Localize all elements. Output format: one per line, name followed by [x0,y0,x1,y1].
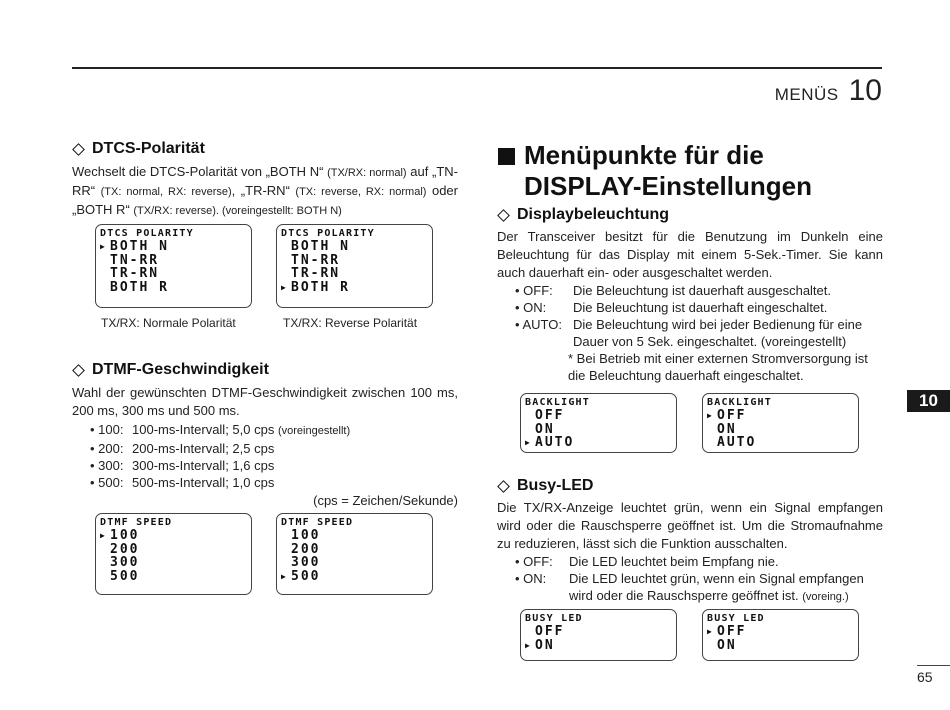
lcd-option-text: OFF [535,408,565,423]
lcd-dtmf-speed-500 [276,513,433,595]
lcd-option-text: TN-RR [291,252,341,268]
diamond-bullet-icon [72,143,85,156]
bullet-text [132,457,274,474]
backlight-note-text: * Bei Betrieb mit einer externen Stromversorgung ist die Beleuchtung dauerhaft eingeschaltet. [568,351,868,383]
diamond-bullet-icon [72,364,85,377]
lcd-option-row [100,529,251,543]
bullet-text [573,299,827,316]
header-rule [72,67,882,69]
lcd-option-text: ON [717,637,737,653]
bullet-text [573,316,883,350]
running-header [775,74,882,108]
dtmf-option-list [72,421,458,491]
header-section-label: MENÜS [774,85,839,104]
bullet-key: • ON: [515,300,547,315]
lcd-dtcs-polarity-reverse [276,224,433,308]
lcd-busy-led-on [520,609,677,661]
bullet-text [573,282,831,299]
bullet-key: • OFF: [515,283,553,298]
display-section-heading [497,140,883,202]
bullet-text [132,474,274,491]
lcd-option-row [281,543,432,557]
lcd-option-text: BOTH R [291,279,350,295]
lcd-option-text: BOTH N [291,239,350,254]
left-column [72,140,458,220]
busy-led-title: Busy-LED [517,477,594,494]
bullet-main-text: 100-ms-Intervall; 5,0 cps [132,422,275,437]
dtcs-text-part: auf „TN-RR“ [72,164,458,198]
bullet-note: (voreingestellt) [277,425,351,437]
lcd-option-row [707,409,858,423]
diamond-bullet-icon [497,480,510,493]
lcd-option-row [707,423,858,437]
lcd-option-text: BOTH N [110,239,169,254]
lcd-option-row [100,570,251,584]
lcd-option-row [100,556,251,570]
lcd-option-row [707,625,858,639]
bullet-key: • 500: [90,475,124,490]
dtcs-heading [72,140,458,158]
chapter-thumb-tab: 10 [907,390,950,412]
backlight-title: Displaybeleuchtung [517,206,670,223]
dtmf-footnote: (cps = Zeichen/Sekunde) [313,493,458,508]
bullet-key: • OFF: [515,554,553,569]
bullet-text [569,570,883,606]
bullet-text [132,440,274,457]
lcd-dtmf-speed-100 [95,513,252,595]
dtmf-section [72,361,458,509]
backlight-description: Der Transceiver besitzt für die Benutzung im Dunkeln eine Beleuchtung für das Display mit einem 5-Sek.-Timer. Sie kann auch dauerhaft ein- oder ausgeschaltet werden. [497,229,883,280]
lcd-option-row [281,556,432,570]
lcd-option-row [100,240,251,254]
lcd-option-text: AUTO [717,435,757,450]
dtcs-text-part: , „TR-RN“ [231,183,296,198]
lcd-option-text: 100 [291,528,321,543]
print-registration-mark [0,14,60,22]
selection-cursor-icon: ▶ [707,627,712,637]
lcd-option-text: ON [717,421,737,437]
right-column [497,140,883,384]
diamond-bullet-icon [497,209,510,222]
bullet-key: • ON: [515,571,547,586]
backlight-note [497,350,883,384]
lcd-option-text: OFF [717,408,747,423]
bullet-key: • 300: [90,458,124,473]
lcd-option-text: AUTO [535,435,575,450]
bullet-item [515,299,883,316]
lcd-option-row [100,281,251,295]
bullet-item [90,457,458,474]
lcd-option-text: TR-RN [110,266,160,281]
lcd-option-text: 500 [291,568,321,584]
lcd-option-row [281,254,432,268]
dtcs-text-part: (TX/RX: reverse). (voreingestellt: BOTH N) [133,205,342,217]
bullet-note: (voreing.) [802,591,849,603]
bullet-item [90,440,458,457]
lcd-title: DTMF SPEED [281,517,354,528]
bullet-text [132,421,350,440]
dtcs-text-part: oder „BOTH R“ [72,183,458,217]
lcd-option-row [281,267,432,281]
lcd-option-text: OFF [535,624,565,639]
dtmf-title: DTMF-Geschwindigkeit [92,361,269,378]
display-heading-line1: Menüpunkte für die [524,140,764,170]
bullet-text [569,553,779,570]
lcd-title: BACKLIGHT [525,397,590,408]
lcd-option-row [525,423,676,437]
lcd-title: BACKLIGHT [707,397,772,408]
bullet-main-text: 200-ms-Intervall; 2,5 cps [132,441,275,456]
lcd-option-row [281,281,432,295]
lcd-option-row [525,639,676,653]
lcd-option-row [281,240,432,254]
lcd-option-text: 300 [291,555,321,570]
dtmf-description: Wahl der gewünschten DTMF-Geschwindigkeit zwischen 100 ms, 200 ms, 300 ms und 500 ms. [72,385,458,418]
bullet-item [515,282,883,299]
bullet-item [90,421,458,440]
square-bullet-icon [498,148,515,165]
busy-led-heading [497,477,883,495]
busy-led-description: Die TX/RX-Anzeige leuchtet grün, wenn ein Signal empfangen wird oder die Rauschsperre geöffnet ist. Um die Stromaufnahme zu reduzieren, lässt sich die Funktion ausschalten. [497,500,883,551]
lcd-title: DTCS POLARITY [281,228,375,239]
lcd-title: DTMF SPEED [100,517,173,528]
dtcs-text-part: (TX: reverse, RX: normal) [295,186,427,198]
lcd-busy-led-off [702,609,859,661]
dtcs-text-part: (TX/RX: normal) [327,167,407,179]
lcd-dtcs-polarity-normal [95,224,252,308]
lcd-backlight-auto [520,393,677,453]
lcd-option-row [100,267,251,281]
page-number: 65 [917,669,933,685]
dtcs-title: DTCS-Polarität [92,140,205,157]
selection-cursor-icon: ▶ [707,411,712,421]
lcd-option-row [525,436,676,450]
dtmf-heading [72,361,458,379]
bullet-key: • AUTO: [515,317,562,332]
lcd-option-text: TN-RR [110,252,160,268]
caption-reverse-polarity: TX/RX: Reverse Polarität [283,316,418,330]
busy-led-option-list [497,553,883,606]
bullet-main-text: Die LED leuchtet grün, wenn ein Signal empfangen wird oder die Rauschsperre geöffnet ist. [569,571,864,603]
lcd-option-text: 200 [291,541,321,557]
caption-normal-polarity: TX/RX: Normale Polarität [101,316,236,330]
bullet-key: • 200: [90,441,124,456]
selection-cursor-icon: ▶ [100,531,105,541]
bullet-key: • 100: [90,422,124,437]
lcd-option-text: 100 [110,528,140,543]
lcd-option-text: 500 [110,568,140,584]
lcd-option-row [707,436,858,450]
bullet-item [515,570,883,606]
bullet-item [515,316,883,350]
header-chapter-number: 10 [848,74,882,107]
display-heading-line2: DISPLAY-Einstellungen [524,171,812,201]
lcd-option-row [281,570,432,584]
lcd-option-text: OFF [717,624,747,639]
lcd-option-text: ON [535,421,555,437]
lcd-option-row [525,409,676,423]
selection-cursor-icon: ▶ [281,282,286,292]
selection-cursor-icon: ▶ [525,640,530,650]
lcd-title: BUSY LED [525,613,583,624]
lcd-option-text: 300 [110,555,140,570]
lcd-title: DTCS POLARITY [100,228,194,239]
lcd-option-text: 200 [110,541,140,557]
lcd-option-row [525,625,676,639]
busy-led-section [497,477,883,606]
backlight-option-list [497,282,883,350]
bullet-item [90,474,458,491]
bullet-main-text: Die Beleuchtung wird bei jeder Bedienung für eine Dauer von 5 Sek. eingeschaltet. (voreingestellt) [573,317,863,349]
bullet-main-text: 300-ms-Intervall; 1,6 cps [132,458,275,473]
selection-cursor-icon: ▶ [100,242,105,252]
bullet-main-text: Die Beleuchtung ist dauerhaft eingeschaltet. [573,300,828,315]
dtcs-text-part: (TX: normal, RX: reverse) [100,186,232,198]
bullet-main-text: 500-ms-Intervall; 1,0 cps [132,475,275,490]
backlight-heading [497,206,883,224]
lcd-backlight-off [702,393,859,453]
selection-cursor-icon: ▶ [525,438,530,448]
footer-rule [917,665,950,666]
lcd-option-row [281,529,432,543]
dtcs-text-part: Wechselt die DTCS-Polarität von „BOTH N“ [72,164,328,179]
lcd-option-text: BOTH R [110,279,169,295]
lcd-option-row [100,543,251,557]
bullet-main-text: Die Beleuchtung ist dauerhaft ausgeschaltet. [573,283,832,298]
lcd-option-row [100,254,251,268]
bullet-item [515,553,883,570]
lcd-option-text: ON [535,637,555,653]
lcd-title: BUSY LED [707,613,765,624]
selection-cursor-icon: ▶ [281,571,286,581]
dtcs-description [72,163,458,220]
lcd-option-text: TR-RN [291,266,341,281]
lcd-option-row [707,639,858,653]
bullet-main-text: Die LED leuchtet beim Empfang nie. [569,554,779,569]
